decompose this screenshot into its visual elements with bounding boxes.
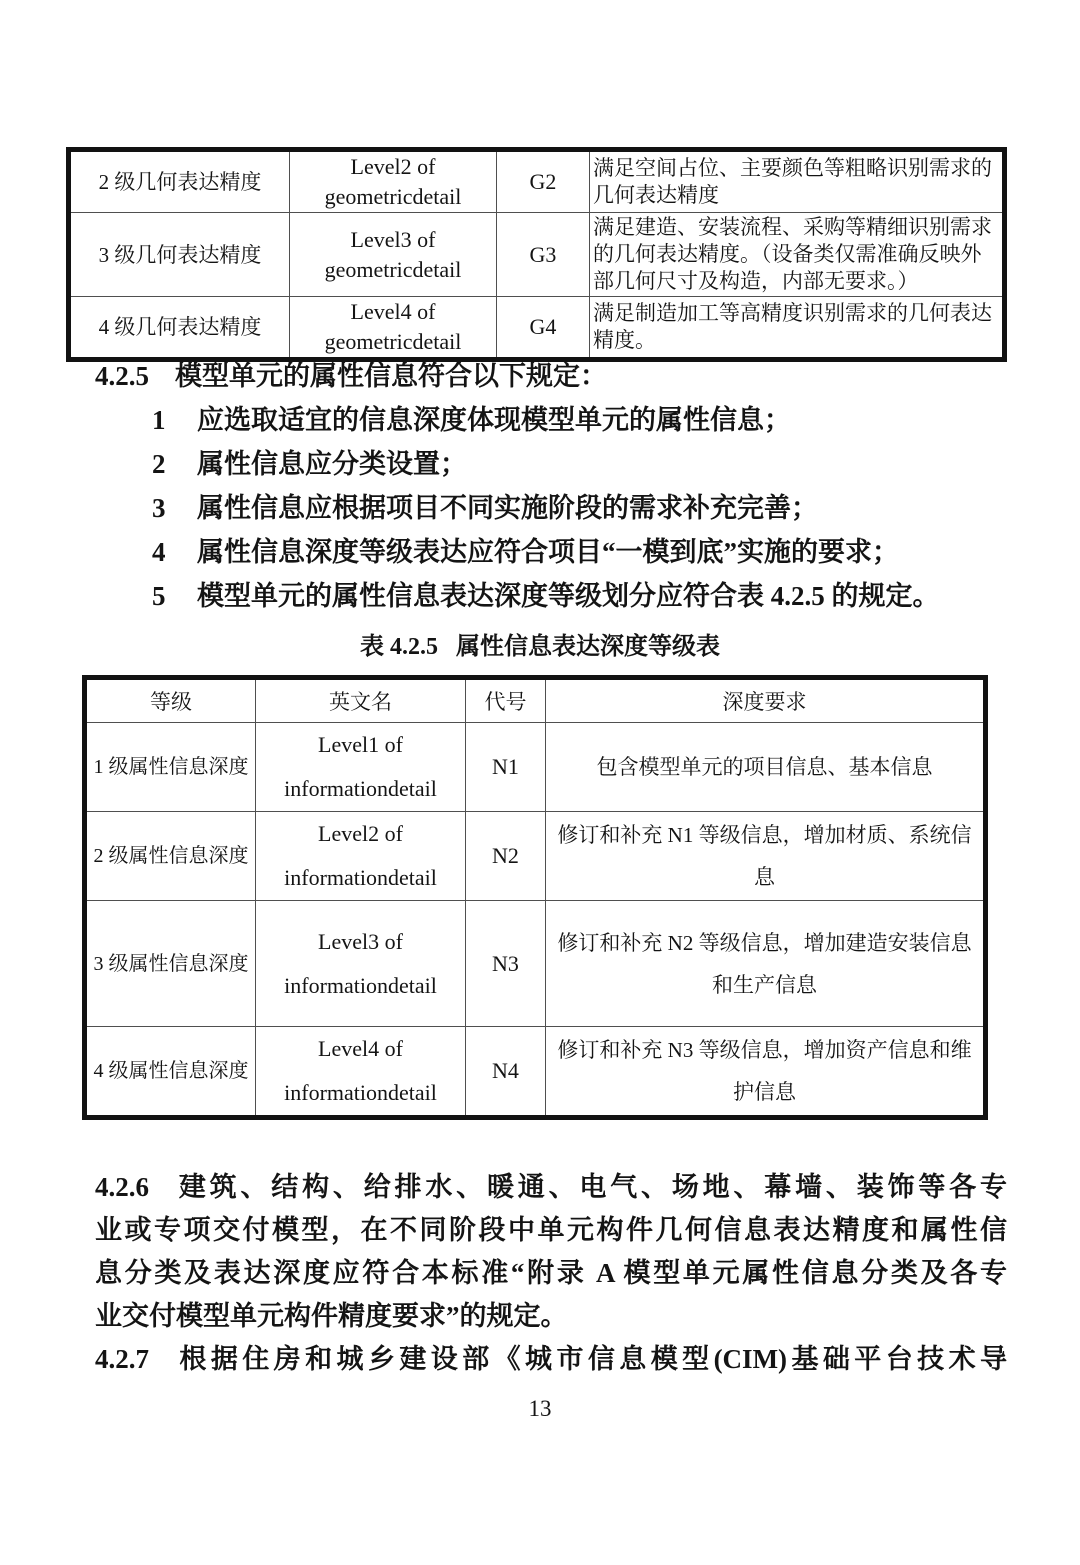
cell-english-name <box>256 901 466 1027</box>
clause-number: 4.2.7 <box>95 1344 149 1374</box>
item-text: 属性信息深度等级表达应符合项目“一模到底”实施的要求； <box>197 537 899 567</box>
paragraph-line <box>95 1252 1007 1295</box>
information-depth-table <box>82 675 988 1120</box>
header-level: 等级 <box>85 678 256 723</box>
requirement-line: 精度。 <box>593 328 656 352</box>
requirement-line: 满足空间占位、主要颜色等粗略识别需求的 <box>593 156 992 180</box>
requirement-line: 护信息 <box>733 1080 796 1104</box>
cell-level: 2 级属性信息深度 <box>85 812 256 901</box>
requirement-line: 和生产信息 <box>712 972 817 997</box>
list-item <box>95 530 1010 574</box>
item-number: 4 <box>152 537 166 567</box>
english-line: Level3 of <box>318 928 403 954</box>
clause-heading <box>95 354 1010 398</box>
cell-code: N4 <box>466 1027 546 1118</box>
requirement-line: 满足制造加工等高精度识别需求的几何表达 <box>593 301 992 325</box>
cell-code: N3 <box>466 901 546 1027</box>
requirement-line: 修订和补充 N1 等级信息，增加材质、系统信 <box>557 823 972 847</box>
clause-number: 4.2.5 <box>95 361 149 391</box>
clause-number: 4.2.6 <box>95 1172 149 1202</box>
requirement-line: 息 <box>754 865 775 889</box>
english-line: Level4 of <box>318 1036 403 1061</box>
cell-code: G4 <box>497 297 590 360</box>
header-depth-requirement: 深度要求 <box>546 678 986 723</box>
cell-code: G3 <box>497 213 590 297</box>
table-row <box>85 901 986 1027</box>
cell-english-name <box>256 812 466 901</box>
table-row <box>85 723 986 812</box>
cell-requirement <box>590 297 1005 360</box>
cell-level: 1 级属性信息深度 <box>85 723 256 812</box>
cell-english-name <box>256 1027 466 1118</box>
paragraph-text: 根据住房和城乡建设部《城市信息模型(CIM)基础平台技术导 <box>175 1344 1007 1374</box>
item-number: 1 <box>152 405 166 435</box>
cell-level: 4 级几何表达精度 <box>69 297 290 360</box>
item-text: 应选取适宜的信息深度体现模型单元的属性信息； <box>197 405 791 435</box>
english-line: geometricdetail <box>324 329 462 354</box>
geometric-detail-table <box>66 147 1007 362</box>
requirement-line: 修订和补充 N3 等级信息，增加资产信息和维 <box>557 1038 972 1062</box>
english-line: informationdetail <box>284 776 437 801</box>
table-row <box>69 213 1005 297</box>
clause-4-2-5 <box>95 354 1010 618</box>
list-item <box>95 486 1010 530</box>
item-number: 3 <box>152 493 166 523</box>
paragraph-text: 业交付模型单元构件精度要求”的规定。 <box>95 1301 568 1331</box>
header-code: 代号 <box>466 678 546 723</box>
cell-requirement <box>546 723 986 812</box>
paragraph-text: 建筑、结构、给排水、暖通、电气、场地、幕墙、装饰等各专 <box>175 1172 1007 1202</box>
english-line: Level2 of <box>318 821 403 846</box>
item-number: 5 <box>152 581 166 611</box>
cell-level: 3 级几何表达精度 <box>69 213 290 297</box>
requirement-line: 几何表达精度 <box>593 183 719 207</box>
cell-requirement <box>546 812 986 901</box>
paragraph-text: 息分类及表达深度应符合本标准“附录 A 模型单元属性信息分类及各专 <box>95 1258 1007 1288</box>
cell-english-name <box>290 150 497 213</box>
cell-requirement <box>546 901 986 1027</box>
item-number: 2 <box>152 449 166 479</box>
cell-level: 3 级属性信息深度 <box>85 901 256 1027</box>
requirement-line: 的几何表达精度。（设备类仅需准确反映外 <box>593 242 982 266</box>
requirement-line: 包含模型单元的项目信息、基本信息 <box>596 755 933 779</box>
paragraph-line <box>95 1338 1007 1381</box>
cell-requirement <box>590 213 1005 297</box>
table-caption-title: 属性信息表达深度等级表 <box>456 634 720 660</box>
clause-4-2-6-and-4-2-7 <box>95 1166 1007 1381</box>
paragraph-line <box>95 1209 1007 1252</box>
cell-level: 4 级属性信息深度 <box>85 1027 256 1118</box>
table-caption <box>0 631 1080 663</box>
english-line: Level1 of <box>318 732 403 757</box>
paragraph-text: 业或专项交付模型，在不同阶段中单元构件几何信息表达精度和属性信 <box>95 1215 1007 1245</box>
list-item <box>95 442 1010 486</box>
table-header-row <box>85 678 986 723</box>
english-line: geometricdetail <box>324 184 462 209</box>
list-item <box>95 574 1010 618</box>
cell-level: 2 级几何表达精度 <box>69 150 290 213</box>
item-text: 属性信息应分类设置； <box>197 449 467 479</box>
header-english-name: 英文名 <box>256 678 466 723</box>
list-item <box>95 398 1010 442</box>
page-number: 13 <box>528 1396 552 1421</box>
english-line: Level4 of <box>350 299 436 324</box>
cell-code: N2 <box>466 812 546 901</box>
cell-english-name <box>290 297 497 360</box>
cell-english-name <box>290 213 497 297</box>
table-row <box>85 812 986 901</box>
cell-code: G2 <box>497 150 590 213</box>
english-line: Level2 of <box>350 154 436 179</box>
english-line: Level3 of <box>350 226 436 252</box>
requirement-line: 满足建造、安装流程、采购等精细识别需求 <box>593 215 992 239</box>
item-text: 属性信息应根据项目不同实施阶段的需求补充完善； <box>197 493 818 523</box>
cell-english-name <box>256 723 466 812</box>
paragraph-line <box>95 1295 1007 1338</box>
requirement-line: 部几何尺寸及构造，内部无要求。） <box>593 269 919 293</box>
clause-title: 模型单元的属性信息符合以下规定： <box>175 361 607 391</box>
paragraph-line <box>95 1166 1007 1209</box>
table-row <box>69 150 1005 213</box>
english-line: informationdetail <box>284 972 437 998</box>
table-row <box>85 1027 986 1118</box>
cell-code: N1 <box>466 723 546 812</box>
table-caption-label: 表 4.2.5 <box>360 634 438 660</box>
cell-requirement <box>546 1027 986 1118</box>
english-line: informationdetail <box>284 865 437 890</box>
cell-requirement <box>590 150 1005 213</box>
item-text: 模型单元的属性信息表达深度等级划分应符合表 4.2.5 的规定。 <box>197 581 940 611</box>
english-line: geometricdetail <box>324 256 462 282</box>
english-line: informationdetail <box>284 1080 437 1105</box>
requirement-line: 修订和补充 N2 等级信息，增加建造安装信息 <box>557 930 972 955</box>
table-row <box>69 297 1005 360</box>
